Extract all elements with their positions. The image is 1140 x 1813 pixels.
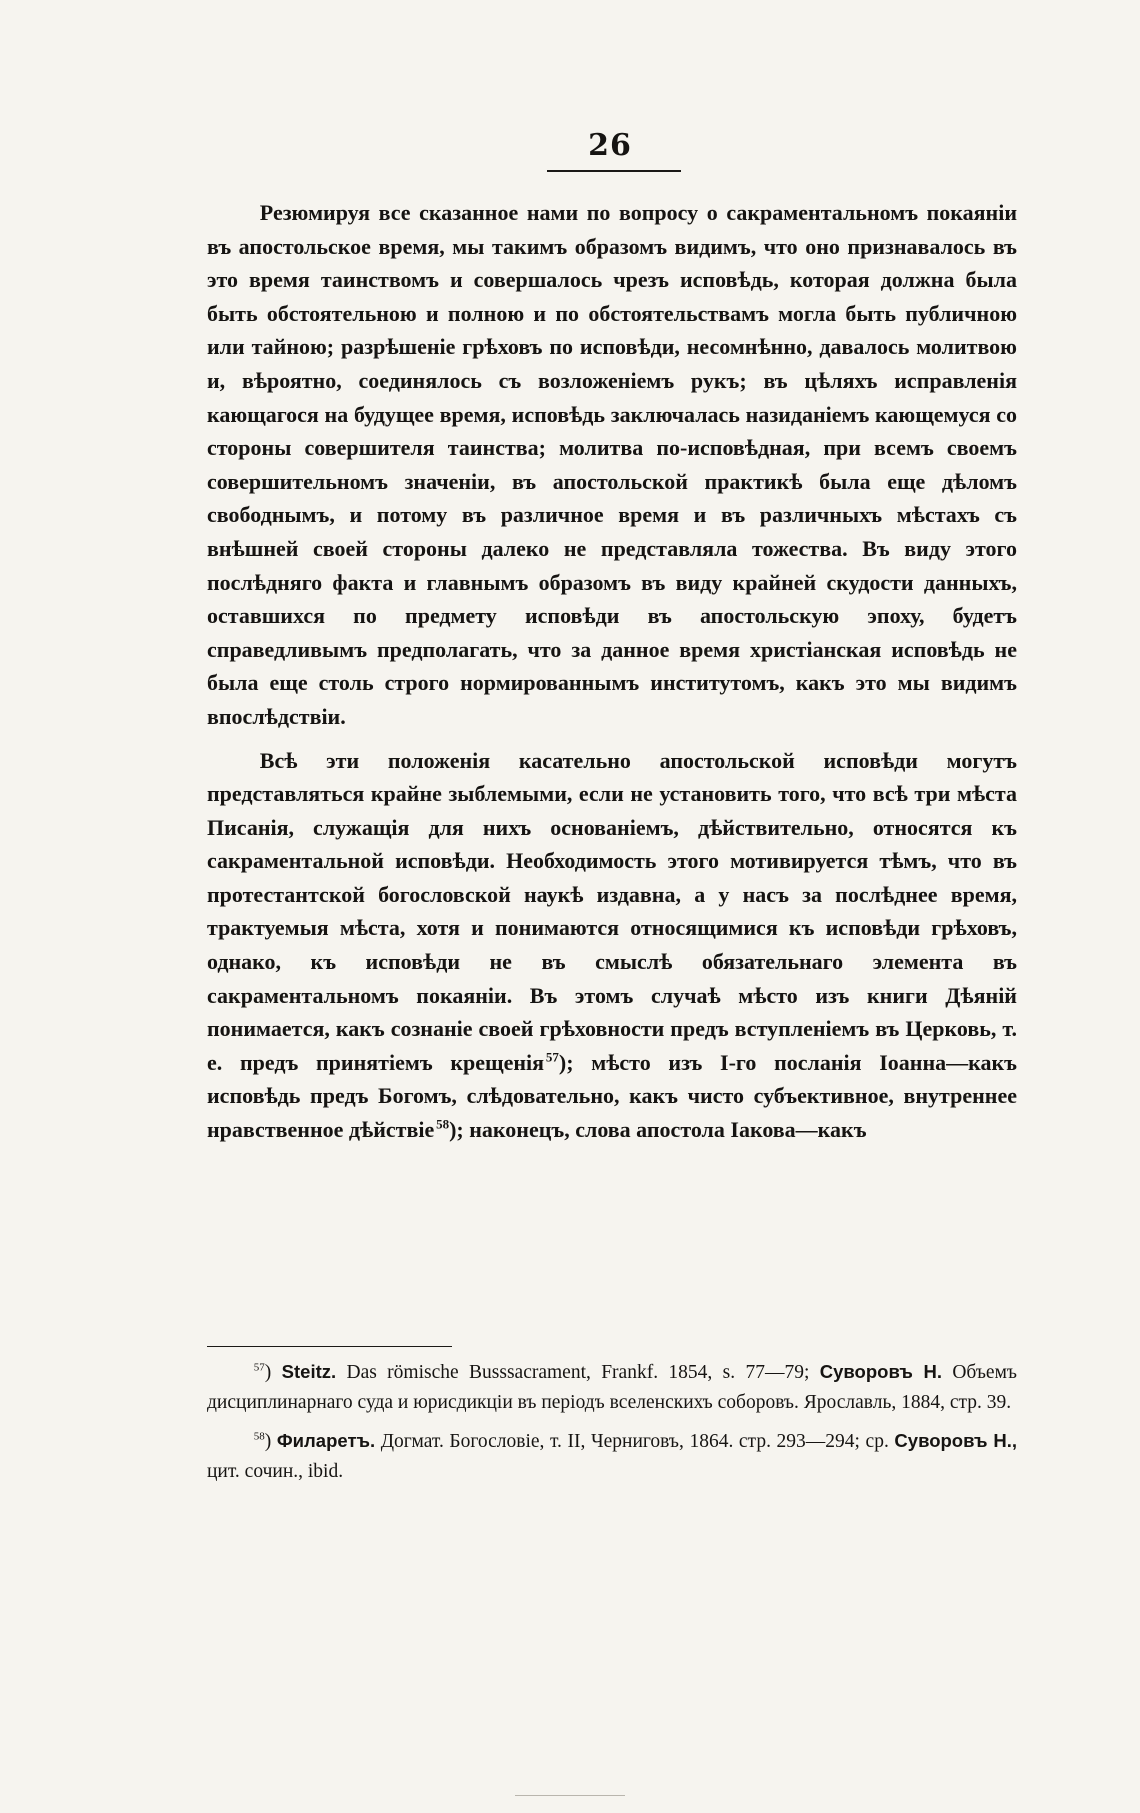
footnote-author: Суворовъ Н., bbox=[894, 1430, 1017, 1451]
footnote-mark: 58 bbox=[253, 1430, 265, 1443]
paragraph-2-text-b: ); мѣсто изъ I-го посланія Іоанна—какъ исповѣдь предъ Богомъ, слѣдовательно, какъ чисто субъективное, внутреннее нравственное дѣйствіе bbox=[207, 1049, 1017, 1143]
scan-artifact-line bbox=[515, 1795, 625, 1796]
footnotes bbox=[207, 1357, 1017, 1487]
footnote-author: Суворовъ Н. bbox=[819, 1361, 942, 1382]
footnote-mark: 57 bbox=[253, 1361, 265, 1374]
paragraph-2 bbox=[207, 744, 1017, 1147]
page-number: 26 bbox=[588, 128, 632, 163]
paragraph-2-text-a: Всѣ эти положенія касательно апостольской исповѣди могутъ представляться крайне зыблемыми, если не установить того, что всѣ три мѣста Писанія, служащія для нихъ основаніемъ, дѣйствительно, относятся къ сакраментальной исповѣди. Необходимость этого мотивируется тѣмъ, что въ протестантской богословской наукѣ издавна, а у насъ за послѣднее время, трактуемыя мѣста, хотя и понимаются относящимися къ исповѣди грѣховъ, однако, къ исповѣди не въ смыслѣ обязательнаго элемента въ сакраментальномъ покаяніи. Въ этомъ случаѣ мѣсто изъ книги Дѣяній понимается, какъ сознаніе своей грѣховности предъ вступленіемъ въ Церковь, т. е. предъ принятіемъ крещенія bbox=[207, 747, 1017, 1075]
footnote-author: Steitz. bbox=[281, 1361, 337, 1382]
body-text bbox=[207, 196, 1017, 1147]
footnote-text: Das römische Busssacrament, Frankf. 1854, s. 77—79; bbox=[346, 1362, 810, 1383]
footnote-text: Объемъ дисциплинарнаго суда и юрисдикціи въ періодъ вселенскихъ соборовъ. Ярославль, 1884, стр. 39. bbox=[207, 1362, 1018, 1413]
footnote-ref-58: 58 bbox=[436, 1116, 450, 1132]
page-number-rule bbox=[547, 170, 681, 172]
footnote-57: $^{57}$) Steitz. Das römische Busssacrament, Frankf. 1854, s. 77—79; Суворовъ Н. Объемъ дисциплинарнаго суда и юрисдикціи въ періодъ вселенскихъ соборовъ. Ярославль, 1884, стр. 39. bbox=[207, 1361, 1018, 1413]
footnote-ref-57: 57 bbox=[545, 1049, 559, 1065]
footnote-text: Догмат. Богословіе, т. II, Черниговъ, 1864. стр. 293—294; ср. bbox=[380, 1431, 889, 1452]
footnote-text: цит. сочин., ibid. bbox=[207, 1461, 344, 1482]
footnote-58: $^{58}$) Филаретъ. Догмат. Богословіе, т. II, Черниговъ, 1864. стр. 293—294; ср. Суворовъ Н., цит. сочин., ibid. bbox=[207, 1430, 1017, 1482]
footnote-author: Филаретъ. bbox=[276, 1430, 376, 1451]
paragraph-1: Резюмируя все сказанное нами по вопросу о сакраментальномъ покаяніи въ апостольское время, мы такимъ образомъ видимъ, что оно признавалось въ это время таинствомъ и совершалось чрезъ исповѣдь, которая должна была быть обстоятельною и полною и по обстоятельствамъ могла быть публичною или тайною; разрѣшеніе грѣховъ по исповѣди, несомнѣнно, давалось молитвою и, вѣроятно, соединялось съ возложеніемъ рукъ; въ цѣляхъ исправленія кающагося на будущее время, исповѣдь заключалась назиданіемъ кающемуся со стороны совершителя таинства; молитва по-исповѣдная, при всемъ своемъ совершительномъ значеніи, въ апостольской практикѣ была еще дѣломъ свободнымъ, и потому въ различное время и въ различныхъ мѣстахъ съ внѣшней своей стороны далеко не представляла тожества. Въ виду этого послѣдняго факта и главнымъ образомъ въ виду крайней скудости данныхъ, оставшихся по предмету исповѣди въ апостольскую эпоху, будетъ справедливымъ предполагать, что за данное время христіанская исповѣдь не была еще столь строго нормированнымъ институтомъ, какъ это мы видимъ впослѣдствіи. bbox=[207, 200, 1017, 729]
paragraph-2-text-c: ); наконецъ, слова апостола Іакова—какъ bbox=[449, 1117, 867, 1143]
footnote-separator bbox=[207, 1346, 452, 1347]
